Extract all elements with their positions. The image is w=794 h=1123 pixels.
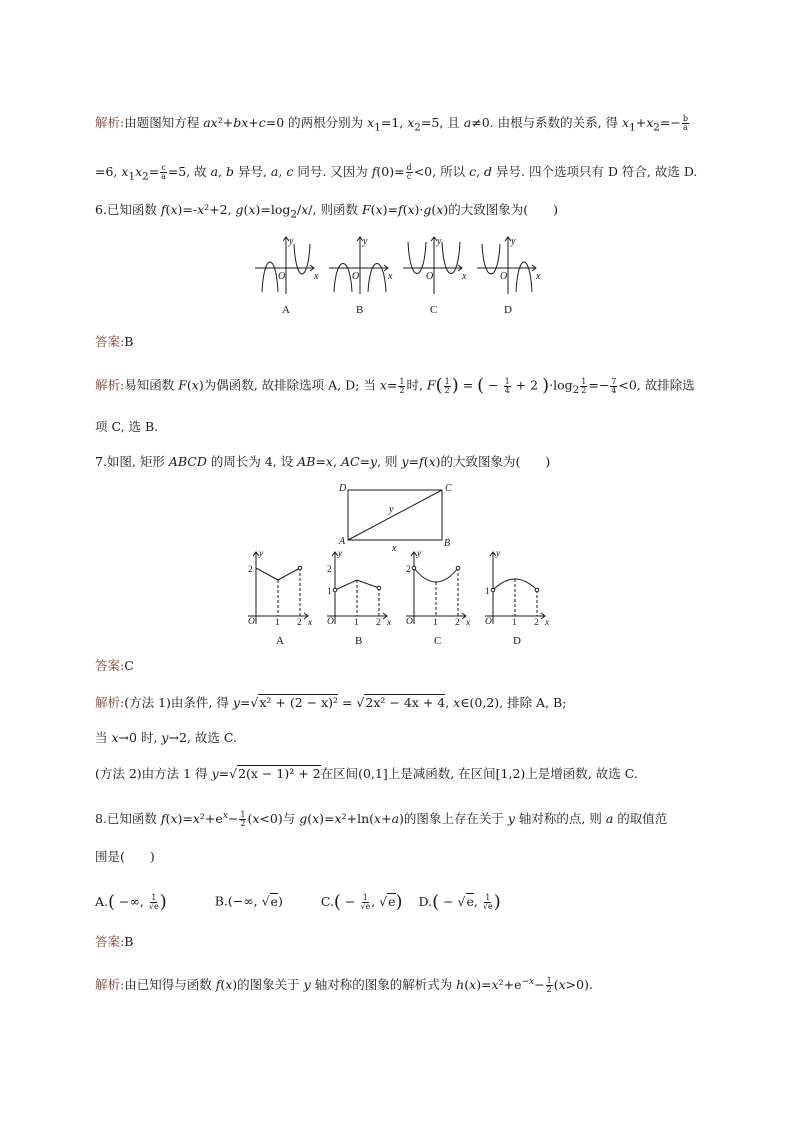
q6-stem: 6.已知函数 f(x)=-x²+2, $g(x)=\log_2/x/$, 则函数 F(x)=f(x)·g(x)的大致图象为( ) bbox=[95, 202, 558, 221]
answer-label: 答案: bbox=[95, 934, 125, 949]
svg-text:x: x bbox=[462, 271, 467, 282]
svg-text:y: y bbox=[259, 549, 264, 559]
q6-graph-d bbox=[477, 237, 536, 294]
q7-analysis-line2: 当 x→0 时, y→2, 故选 C. bbox=[95, 730, 237, 745]
answer-label: 答案: bbox=[95, 334, 125, 349]
svg-text:2: 2 bbox=[376, 618, 381, 628]
q6-option-b-label: B bbox=[356, 304, 364, 316]
q8-options bbox=[95, 893, 501, 911]
q7-graph-c bbox=[406, 552, 466, 624]
svg-text:y: y bbox=[338, 549, 343, 559]
svg-text:C: C bbox=[445, 483, 452, 494]
q5-analysis-line1: 解析:由题图知方程 ax²+bx+c=0 的两根分别为 $x_1=1$, $x_2=5$, 且 a≠0. 由根与系数的关系, 得 $x_1+x_2=-$ $\frac{b}{a}$ bbox=[95, 114, 688, 134]
svg-text:O: O bbox=[278, 271, 286, 282]
svg-text:1: 1 bbox=[354, 618, 359, 628]
svg-text:1: 1 bbox=[485, 587, 490, 597]
q7-answer-value: C bbox=[124, 658, 134, 673]
svg-text:B: B bbox=[444, 538, 451, 549]
answer-label: 答案: bbox=[95, 658, 125, 673]
svg-text:2: 2 bbox=[455, 618, 460, 628]
svg-text:1: 1 bbox=[275, 618, 280, 628]
q6-graph-a bbox=[255, 237, 314, 294]
q7-analysis-line3: (方法 2)由方法 1 得 y=√2(x − 1)² + 2在区间(0,1]上是减函数, 在区间[1,2)上是增函数, 故选 C. bbox=[95, 766, 638, 781]
svg-text:2: 2 bbox=[406, 565, 411, 575]
q6-option-a-label: A bbox=[282, 304, 290, 316]
q8-stem-line1: 8.已知函数 $f(x)=x^2+e^x-$ $\frac{1}{2}$ (x<0)与 g(x)=x²+ln(x+a)的图象上存在关于 y 轴对称的点, 则 a 的取值范 bbox=[95, 810, 668, 828]
svg-text:2: 2 bbox=[248, 565, 253, 575]
analysis-label: 解析: bbox=[95, 695, 125, 710]
q5-analysis-line2: =6, $x_1x_2=$ $\frac{c}{a}$ =5, 故 a, b 异号, a, c 同号. 又因为 f(0)= $\frac{d}{c}$ <0, 所以 c, d 异号. 四个选项只有 D 符合, 故选 D. bbox=[95, 163, 698, 183]
q6-graph-b bbox=[329, 237, 388, 294]
q6-analysis-line1: 解析:易知函数 F(x)为偶函数, 故排除选项 A, D; 当 x= $\frac{1}{2}$ 时, F( $\frac{1}{2}$ ) = ( − $\frac{1}{4}$ + 2 )$\cdot\log_2$ $\frac{1}{2}$ =− $\frac{7}{4}$ <0, 故排除选 bbox=[95, 375, 695, 396]
q7-rectangle-figure bbox=[334, 478, 464, 554]
q7-graph-b bbox=[327, 552, 387, 624]
svg-text:y: y bbox=[511, 236, 516, 247]
q7-option-graphs bbox=[240, 548, 560, 648]
q6-answer-value: B bbox=[124, 334, 134, 349]
svg-text:x: x bbox=[314, 271, 319, 282]
svg-text:2: 2 bbox=[327, 565, 332, 575]
q8-option-c: C.( − $\frac{1}{√e}$ , √e) bbox=[320, 891, 403, 912]
q6-option-d-label: D bbox=[504, 304, 512, 316]
svg-text:O: O bbox=[426, 271, 434, 282]
svg-text:A: A bbox=[339, 536, 346, 547]
q8-stem-line2: 围是( ) bbox=[95, 849, 155, 864]
analysis-label: 解析: bbox=[95, 115, 125, 130]
q8-option-b: B.(−∞, √e) bbox=[214, 893, 283, 909]
q8-option-d: D.( − √e, $\frac{1}{√e}$ ) bbox=[418, 891, 501, 912]
q6-option-c-label: C bbox=[430, 304, 438, 316]
q8-answer bbox=[95, 936, 133, 949]
svg-text:D: D bbox=[339, 483, 347, 494]
svg-text:1: 1 bbox=[433, 618, 438, 628]
svg-text:y: y bbox=[363, 236, 368, 247]
svg-text:x: x bbox=[387, 618, 392, 628]
svg-text:2: 2 bbox=[534, 618, 539, 628]
svg-text:1: 1 bbox=[327, 587, 332, 597]
svg-text:C: C bbox=[434, 635, 442, 647]
svg-text:B: B bbox=[355, 635, 363, 647]
svg-text:O: O bbox=[327, 617, 334, 627]
q8-analysis-line1: 解析:由已知得与函数 f(x)的图象关于 y 轴对称的图象的解析式为 $h(x)=x^2+e^{-x}-$ $\frac{1}{2}$ (x>0). bbox=[95, 976, 593, 994]
q6-option-graphs bbox=[250, 232, 550, 320]
svg-text:y: y bbox=[437, 236, 442, 247]
svg-text:x: x bbox=[308, 618, 313, 628]
q8-answer-value: B bbox=[124, 934, 134, 949]
q7-analysis-line1: 解析:(方法 1)由条件, 得 y=√x² + (2 − x)² = √2x² − 4x + 4, x∈(0,2), 排除 A, B; bbox=[95, 695, 567, 710]
svg-text:D: D bbox=[513, 635, 521, 647]
svg-text:O: O bbox=[248, 617, 255, 627]
svg-text:O: O bbox=[485, 617, 492, 627]
q8-option-a: A.( −∞, $\frac{1}{√e}$ ) bbox=[95, 891, 167, 912]
svg-text:A: A bbox=[276, 635, 284, 647]
svg-text:y: y bbox=[417, 549, 422, 559]
svg-text:y: y bbox=[496, 549, 501, 559]
q7-stem: 7.如图, 矩形 ABCD 的周长为 4, 设 AB=x, AC=y, 则 y=f(x)的大致图象为( ) bbox=[95, 454, 551, 469]
analysis-label: 解析: bbox=[95, 977, 125, 992]
q6-graph-c bbox=[403, 237, 462, 294]
svg-text:2: 2 bbox=[297, 618, 302, 628]
q7-answer bbox=[95, 660, 134, 673]
svg-text:x: x bbox=[388, 271, 393, 282]
svg-text:x: x bbox=[545, 618, 550, 628]
q6-answer bbox=[95, 336, 133, 349]
analysis-label: 解析: bbox=[95, 377, 125, 393]
svg-text:O: O bbox=[500, 271, 508, 282]
svg-text:O: O bbox=[352, 271, 360, 282]
q6-analysis-line2: 项 C, 选 B. bbox=[95, 419, 159, 434]
q7-graph-d bbox=[485, 552, 545, 624]
svg-text:x: x bbox=[536, 271, 541, 282]
svg-text:x: x bbox=[466, 618, 471, 628]
svg-text:y: y bbox=[389, 504, 394, 515]
svg-text:1: 1 bbox=[512, 618, 517, 628]
svg-text:O: O bbox=[406, 617, 413, 627]
svg-text:y: y bbox=[289, 236, 294, 247]
svg-text:x: x bbox=[392, 543, 397, 554]
q7-graph-a bbox=[248, 552, 308, 624]
